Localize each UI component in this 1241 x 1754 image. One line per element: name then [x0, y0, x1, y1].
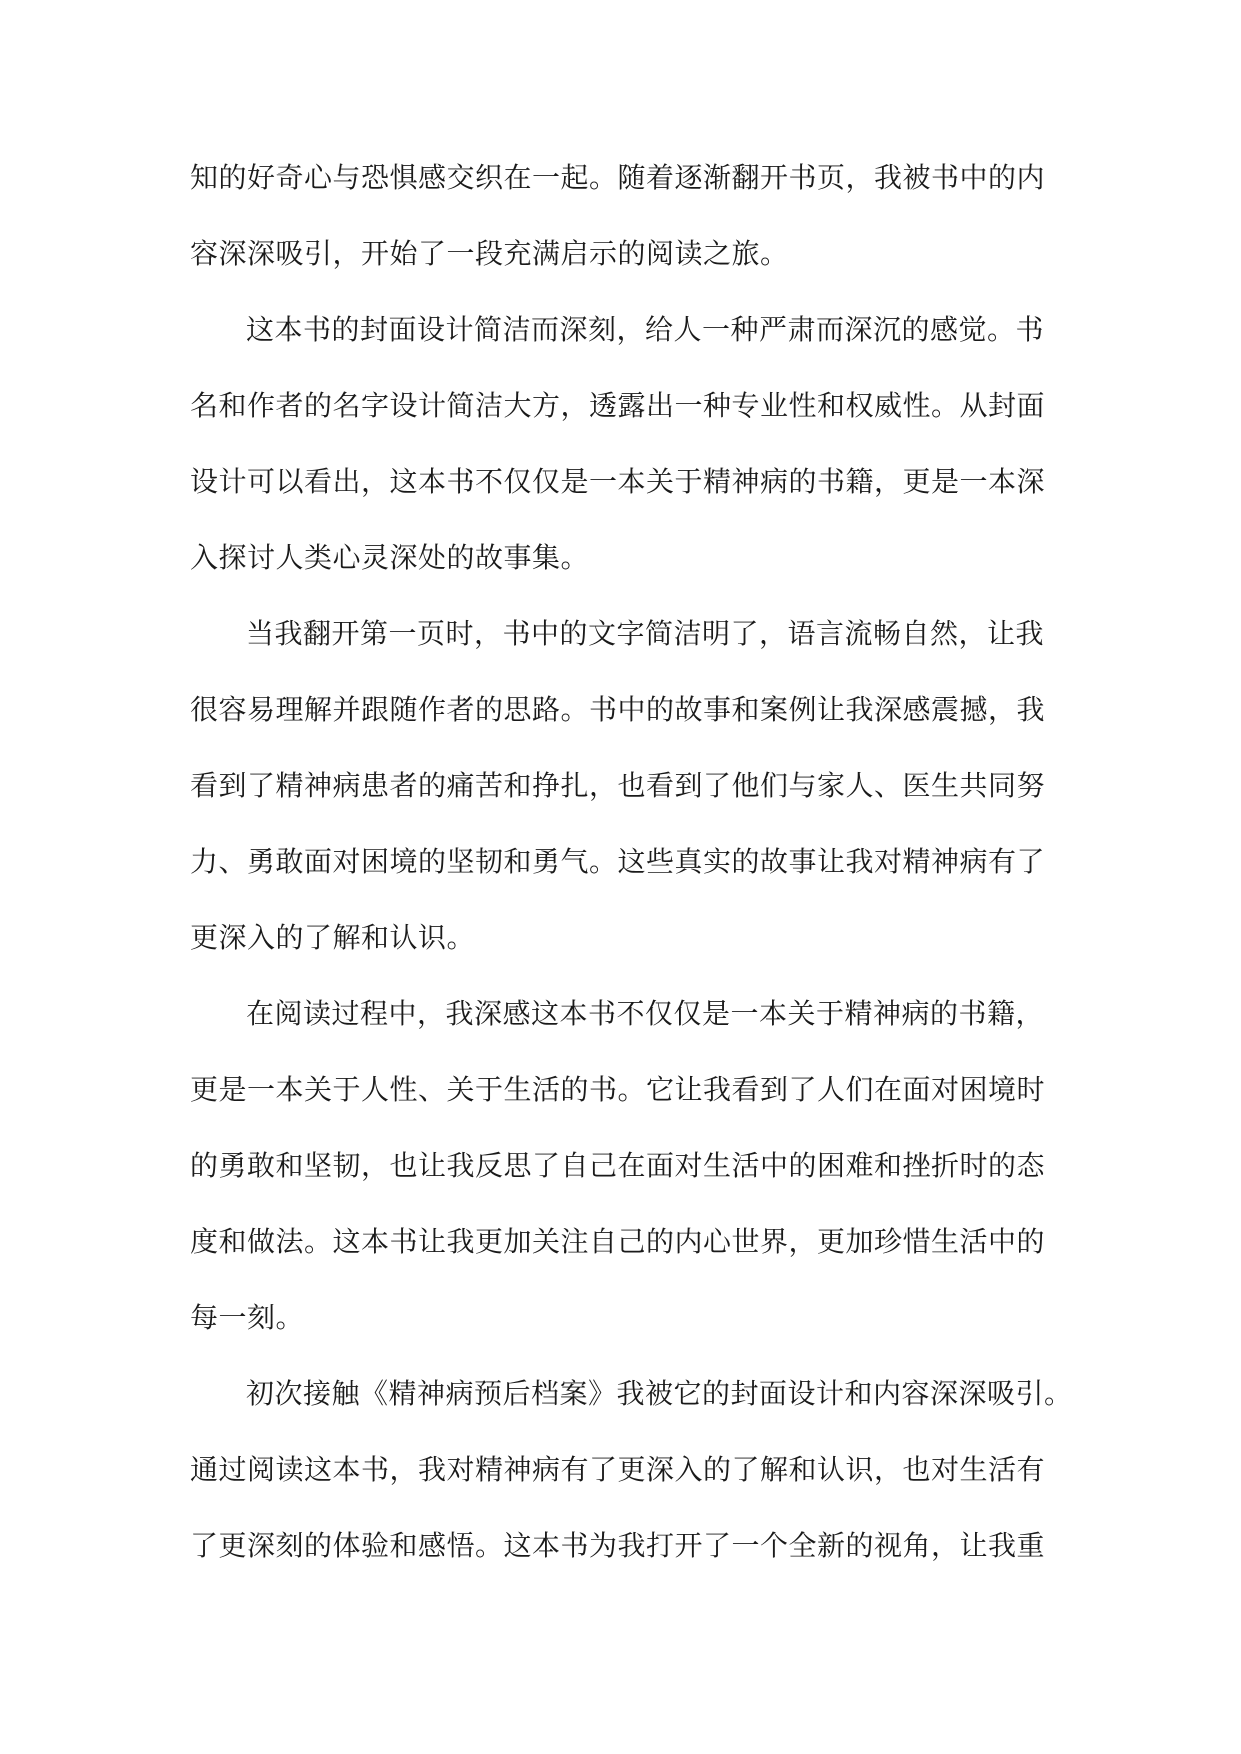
paragraph-1	[190, 140, 1054, 292]
paragraph-5	[190, 1356, 1073, 1584]
paragraph-3	[190, 596, 1054, 976]
document-body	[190, 140, 1073, 1584]
text-line: 的勇敢和坚韧，也让我反思了自己在面对生活中的困难和挫折时的态	[190, 1149, 1046, 1182]
text-line: 初次接触《精神病预后档案》我被它的封面设计和内容深深吸引。	[246, 1377, 1073, 1410]
text-line: 更深入的了解和认识。	[190, 921, 476, 954]
text-line: 更是一本关于人性、关于生活的书。它让我看到了人们在面对困境时	[190, 1073, 1046, 1106]
text-line: 了更深刻的体验和感悟。这本书为我打开了一个全新的视角，让我重	[190, 1529, 1046, 1562]
paragraph-2	[190, 292, 1054, 596]
text-line: 知的好奇心与恐惧感交织在一起。随着逐渐翻开书页，我被书中的内	[190, 161, 1046, 194]
text-line: 通过阅读这本书，我对精神病有了更深入的了解和认识，也对生活有	[190, 1453, 1046, 1486]
text-line: 容深深吸引，开始了一段充满启示的阅读之旅。	[190, 237, 789, 270]
text-line: 力、勇敢面对困境的坚韧和勇气。这些真实的故事让我对精神病有了	[190, 845, 1046, 878]
text-line: 很容易理解并跟随作者的思路。书中的故事和案例让我深感震撼，我	[190, 693, 1046, 726]
text-line: 每一刻。	[190, 1301, 305, 1334]
text-line: 名和作者的名字设计简洁大方，透露出一种专业性和权威性。从封面	[190, 389, 1046, 422]
text-line: 入探讨人类心灵深处的故事集。	[190, 541, 590, 574]
text-line: 设计可以看出，这本书不仅仅是一本关于精神病的书籍，更是一本深	[190, 465, 1046, 498]
text-line: 度和做法。这本书让我更加关注自己的内心世界，更加珍惜生活中的	[190, 1225, 1046, 1258]
text-line: 在阅读过程中，我深感这本书不仅仅是一本关于精神病的书籍，	[246, 997, 1045, 1030]
text-line: 这本书的封面设计简洁而深刻，给人一种严肃而深沉的感觉。书	[246, 313, 1045, 346]
text-line: 看到了精神病患者的痛苦和挣扎，也看到了他们与家人、医生共同努	[190, 769, 1046, 802]
paragraph-4	[190, 976, 1054, 1356]
text-line: 当我翻开第一页时，书中的文字简洁明了，语言流畅自然，让我	[246, 617, 1045, 650]
